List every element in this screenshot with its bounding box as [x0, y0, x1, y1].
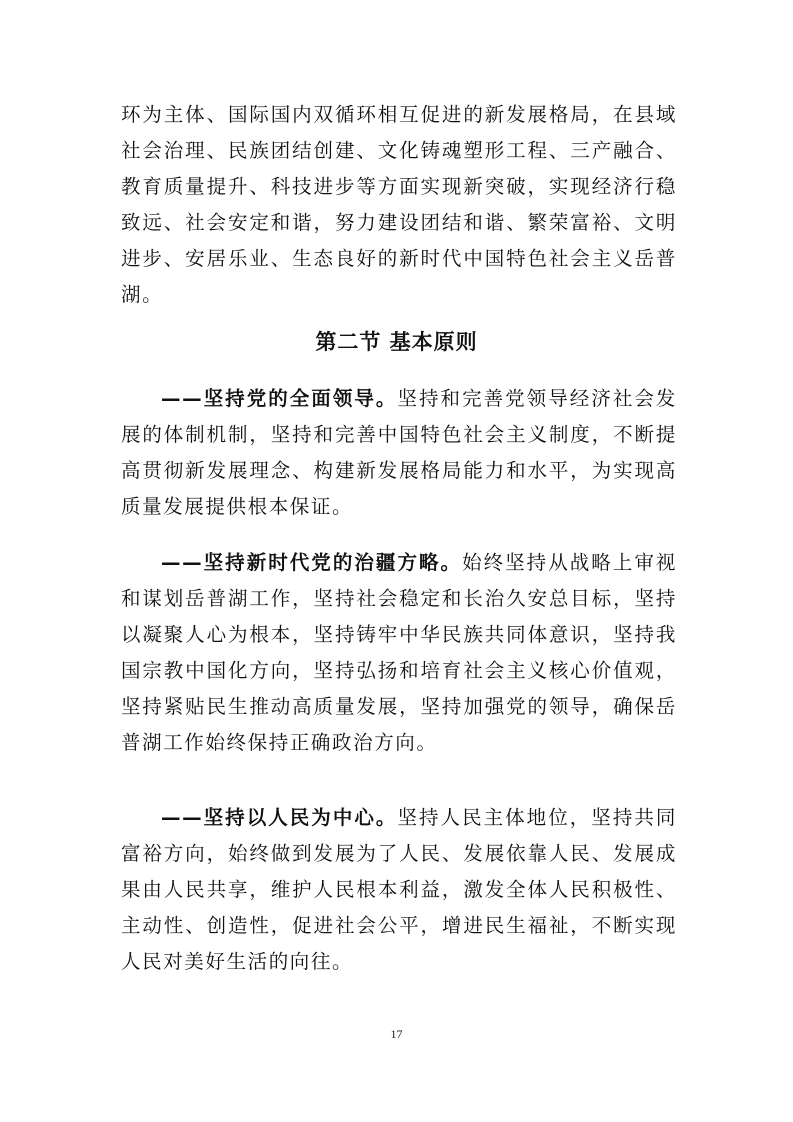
principle-text: 坚持人民主体地位，坚持共同富裕方向，始终做到发展为了人民、发展依靠人民、发展成果由人民共享，维护人民根本利益，激发全体人民积极性、主动性、创造性，促进社会公平，增进民生福祉，不断实现人民对美好生活的向往。 — [121, 806, 677, 973]
principle-text: 坚持和完善党领导经济社会发展的体制机制，坚持和完善中国特色社会主义制度，不断提高贯彻新发展理念、构建新发展格局能力和水平，为实现高质量发展提供根本保证。 — [121, 387, 677, 518]
principle-party-leadership — [121, 381, 677, 525]
section-title: 第二节 基本原则 — [315, 330, 478, 354]
page-number: 17 — [390, 1027, 403, 1041]
principle-paragraph — [121, 545, 677, 761]
principle-people-centered — [121, 800, 677, 980]
principle-lead: ——坚持党的全面领导。 — [161, 387, 398, 410]
principle-lead: ——坚持新时代党的治疆方略。 — [161, 551, 463, 574]
principle-xinjiang-strategy — [121, 545, 677, 761]
principle-text: 始终坚持从战略上审视和谋划岳普湖工作，坚持社会稳定和长治久安总目标，坚持以凝聚人心为根本，坚持铸牢中华民族共同体意识，坚持我国宗教中国化方向，坚持弘扬和培育社会主义核心价值观，坚持紧贴民生推动高质量发展，坚持加强党的领导，确保岳普湖工作始终保持正确政治方向。 — [121, 551, 677, 754]
principle-paragraph — [121, 800, 677, 980]
principle-lead: ——坚持以人民为中心。 — [161, 806, 398, 829]
intro-paragraph-block — [121, 97, 677, 313]
intro-paragraph: 环为主体、国际国内双循环相互促进的新发展格局，在县域社会治理、民族团结创建、文化铸魂塑形工程、三产融合、教育质量提升、科技进步等方面实现新突破，实现经济行稳致远、社会安定和谐，努力建设团结和谐、繁荣富裕、文明进步、安居乐业、生态良好的新时代中国特色社会主义岳普湖。 — [121, 103, 677, 306]
principle-paragraph — [121, 381, 677, 525]
